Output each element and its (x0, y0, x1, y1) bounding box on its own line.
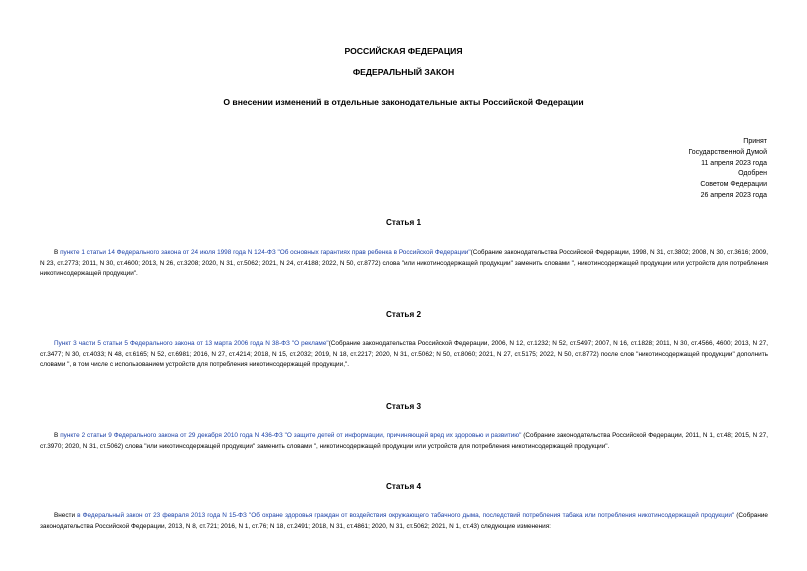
paragraph-text: (Собрание законодательства Российской Федерации, 2011, N 1, ст.48; 2015, N 27, ст.3970; 2020, N 31, ст.5062) слова "или никотинсодержащей продукции" заменить словами ", никотинсодержащей продукции или устройств для потребления никотинсодержащей продукции". (40, 432, 768, 450)
paragraph-text: (Собрание законодательства Российской Федерации, 2006, N 12, ст.1232; N 52, ст.5497; 2007, N 16, ст.1828; 2011, N 30, ст.4566, 4600; 2013, N 27, ст.3477; N 30, ст.4033; N 48, ст.6165; N 52, ст.6981; 2016, N 27, ст.4214; 2018, N 15, ст.2032; 2019, N 18, ст.2217; 2020, N 31, ст.5062; N 50, ст.8060; 2021, N 27, ст.5175; 2022, N 50, ст.8772) после слов "никотинсодержащей продукции" дополнить словами ", в том числе с использованием устройств для потребления никотинсодержащей продукции,". (40, 340, 768, 369)
article-heading: Статья 1 (385, 218, 422, 227)
paragraph-prefix: В (54, 249, 61, 256)
paragraph-prefix: В (54, 432, 61, 439)
article-heading: Статья 3 (385, 402, 422, 411)
paragraph-text: (Собрание законодательства Российской Федерации, 2013, N 8, ст.721; 2016, N 1, ст.76; N 18, ст.2491; 2018, N 31, ст.4861; 2020, N 31, ст.5062; 2021, N 1, ст.43) следующие изменения: (40, 512, 768, 530)
law-reference-link[interactable]: пункте 2 статьи 9 Федерального закона от 29 декабря 2010 года N 436-ФЗ "О защите детей от информации, причиняющей вред их здоровью и развитию" (60, 432, 522, 439)
adoption-line: Государственной Думой (688, 148, 767, 156)
article-paragraph (40, 339, 768, 371)
article-heading: Статья 4 (385, 482, 422, 491)
adoption-block (688, 137, 767, 202)
article-paragraph (40, 248, 768, 280)
law-reference-link[interactable]: Пункт 3 части 5 статьи 5 Федерального закона от 13 марта 2006 года N 38-ФЗ "О рекламе" (54, 340, 329, 347)
law-reference-link[interactable]: в Федеральный закон от 23 февраля 2013 года N 15-ФЗ "Об охране здоровья граждан от воздействия окружающего табачного дыма, последствий потребления табака или потребления никотинсодержащей продукции" (77, 512, 735, 519)
law-reference-link[interactable]: пункте 1 статьи 14 Федерального закона от 24 июля 1998 года N 124-ФЗ "Об основных гарантиях прав ребенка в Российской Федерации" (60, 249, 471, 256)
adoption-date: 11 апреля 2023 года (701, 159, 767, 167)
country-heading: РОССИЙСКАЯ ФЕДЕРАЦИЯ (344, 46, 463, 56)
document-title: О внесении изменений в отдельные законодательные акты Российской Федерации (223, 97, 584, 107)
approval-line: Одобрен (738, 170, 767, 178)
article-paragraph (40, 431, 768, 452)
document-type-heading: ФЕДЕРАЛЬНЫЙ ЗАКОН (352, 67, 455, 77)
paragraph-text: (Собрание законодательства Российской Федерации, 1998, N 31, ст.3802; 2008, N 30, ст.3616; 2009, N 23, ст.2773; 2011, N 30, ст.4600; 2013, N 26, ст.3208; 2020, N 31, ст.5062; 2021, N 24, ст.4188; 2022, N 50, ст.8772) слова "или никотинсодержащей продукции" заменить словами ", никотинсодержащей продукции или устройств для потребления никотинсодержащей продукции". (40, 249, 768, 278)
approval-date: 26 апреля 2023 года (700, 191, 767, 199)
paragraph-prefix: Внести (54, 512, 78, 519)
adoption-line: Принят (743, 138, 767, 145)
article-paragraph (40, 511, 768, 532)
article-heading: Статья 2 (385, 310, 422, 319)
approval-line: Советом Федерации (700, 181, 767, 189)
